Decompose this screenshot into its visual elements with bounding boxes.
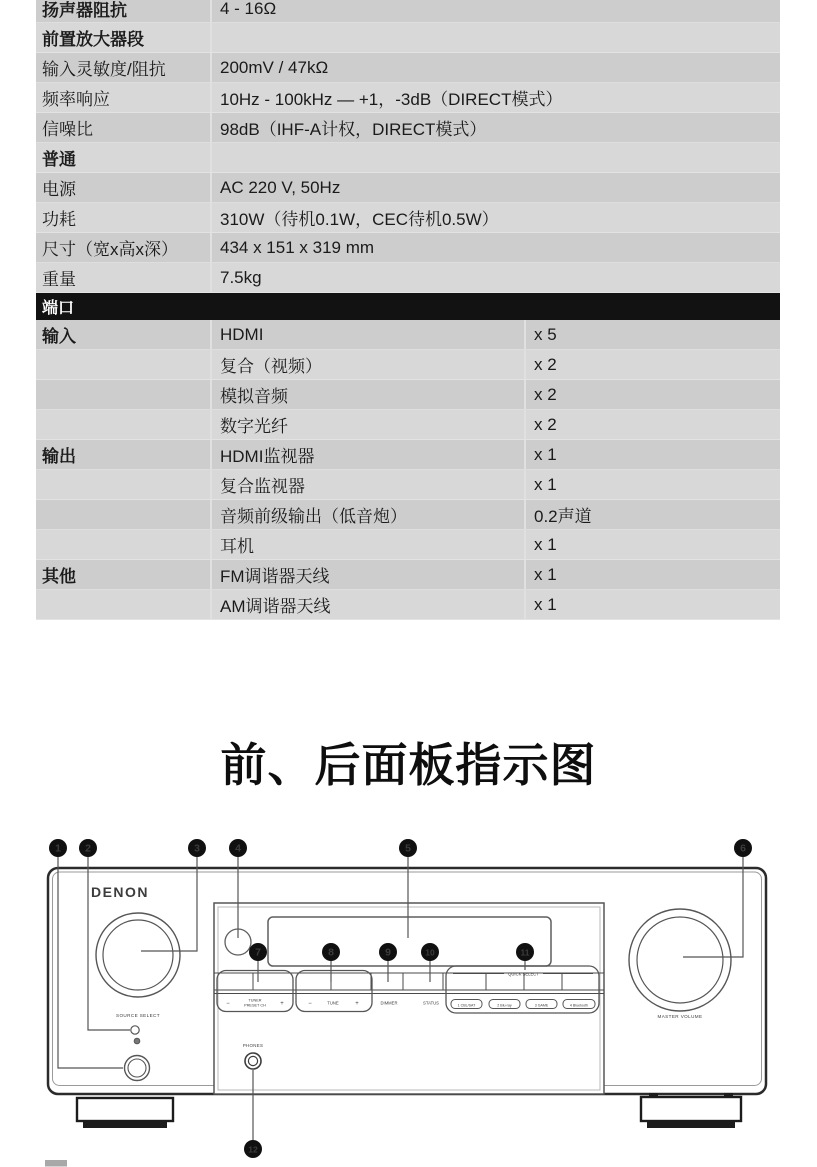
callout-number-5: 5: [405, 842, 411, 855]
spec-label-cell: [36, 530, 210, 559]
spec-row: [36, 410, 780, 440]
spec-count-cell: x 5: [524, 320, 780, 349]
spec-count-cell: x 2: [524, 380, 780, 409]
spec-label-cell: 扬声器阻抗: [42, 1, 127, 20]
spec-label-cell: 普通: [42, 150, 76, 169]
status-label: STATUS: [423, 1000, 439, 1006]
spec-label-cell: 端口: [42, 300, 75, 317]
spec-value-cell: 耳机: [210, 530, 524, 559]
spec-count-cell: x 1: [524, 530, 780, 559]
dimmer-label: DIMMER: [380, 1000, 398, 1006]
spec-value-cell: 数字光纤: [210, 410, 524, 439]
callout-number-7: 7: [255, 946, 261, 959]
spec-value-cell: AM调谐器天线: [210, 590, 524, 619]
master-volume-knob: [629, 909, 731, 1011]
spec-row: [36, 560, 780, 590]
spec-label-cell: [36, 350, 210, 379]
spec-row: [36, 440, 780, 470]
spec-label-cell: [36, 470, 210, 499]
spec-value-cell: 7.5kg: [210, 263, 780, 292]
spec-value-cell: FM调谐器天线: [210, 560, 524, 589]
spec-section-row: [36, 143, 780, 173]
spec-row: [36, 173, 780, 203]
spec-row: [36, 530, 780, 560]
spec-label-cell: 电源: [42, 180, 76, 199]
tune-label: TUNE: [327, 1000, 339, 1006]
spec-row: [36, 470, 780, 500]
spec-label-cell: 输入: [42, 327, 76, 346]
spec-table: [36, 0, 780, 620]
callout-number-3: 3: [194, 842, 200, 855]
spec-value-cell: 模拟音频: [210, 380, 524, 409]
callout-number-2: 2: [85, 842, 91, 855]
spec-row: [36, 263, 780, 293]
callout-number-4: 4: [235, 842, 241, 855]
spec-value-cell: 音频前级输出（低音炮）: [210, 500, 524, 529]
callout-number-12: 12: [248, 1144, 258, 1155]
spec-row: [36, 500, 780, 530]
power-indicator-led: [131, 1026, 139, 1034]
quick4-label: 4 Bluetooth: [569, 1003, 589, 1008]
spec-row: [36, 113, 780, 143]
spec-value-cell: 434 x 151 x 319 mm: [210, 233, 780, 262]
spec-label-cell: 信噪比: [42, 120, 93, 139]
right-foot: [641, 1093, 741, 1128]
panel-diagram-title: 前、后面板指示图: [220, 739, 597, 791]
spec-label-cell: [36, 380, 210, 409]
spec-value-cell: 10Hz - 100kHz — +1，-3dB（DIRECT模式）: [210, 83, 780, 112]
spec-section-row: [36, 23, 780, 53]
spec-row: [36, 0, 780, 23]
spec-count-cell: 0.2声道: [524, 500, 780, 529]
spec-row: [36, 380, 780, 410]
master-volume-label: MASTER VOLUME: [657, 1014, 703, 1019]
front-panel-diagram: [0, 835, 817, 1167]
callout-number-11: 11: [520, 947, 530, 958]
source-select-label: SOURCE SELECT: [115, 1013, 161, 1018]
spec-label-cell: 尺寸（宽x高x深）: [42, 240, 178, 259]
spec-row: [36, 590, 780, 620]
tuner-preset-minus: −: [226, 1001, 230, 1007]
callout-number-9: 9: [385, 946, 391, 959]
spec-row: [36, 233, 780, 263]
quick1-label: 1 CBL/SAT: [457, 1003, 476, 1008]
spec-label-cell: [36, 410, 210, 439]
spec-label-cell: 功耗: [42, 210, 76, 229]
spec-label-cell: 输出: [42, 447, 76, 466]
brand-logo: DENON: [90, 884, 150, 900]
callout-number-1: 1: [55, 842, 61, 855]
spec-count-cell: x 2: [524, 350, 780, 379]
spec-section-bar: [36, 293, 780, 320]
spec-value-cell: 200mV / 47kΩ: [210, 53, 780, 82]
tuner-preset-label-1: TUNER: [248, 998, 262, 1003]
tune-minus: −: [308, 1001, 312, 1007]
quick-select-label: QUICK SELECT: [508, 971, 539, 977]
left-foot: [77, 1098, 173, 1128]
source-select-knob: [96, 913, 180, 997]
spec-value-cell: [210, 23, 780, 52]
spec-value-cell: 4 - 16Ω: [210, 0, 780, 22]
callout-number-8: 8: [328, 946, 334, 959]
spec-value-cell: HDMI: [210, 320, 524, 349]
spec-count-cell: x 1: [524, 440, 780, 469]
tuner-preset-label-2: PRESET CH: [244, 1003, 266, 1008]
spec-row: [36, 203, 780, 233]
phones-label: PHONES: [242, 1043, 264, 1048]
spec-label-cell: 重量: [42, 270, 76, 289]
spec-row: [36, 320, 780, 350]
spec-count-cell: x 1: [524, 470, 780, 499]
phones-jack: [245, 1053, 261, 1069]
spec-value-cell: 复合监视器: [210, 470, 524, 499]
spec-value-cell: 98dB（IHF-A计权，DIRECT模式）: [210, 113, 780, 142]
tuner-preset-plus: +: [280, 1001, 284, 1007]
spec-value-cell: HDMI监视器: [210, 440, 524, 469]
spec-row: [36, 350, 780, 380]
spec-count-cell: x 1: [524, 590, 780, 619]
spec-label-cell: 输入灵敏度/阻抗: [42, 60, 166, 79]
cut-off-text-remnant: [45, 1160, 67, 1167]
spec-label-cell: 频率响应: [42, 90, 110, 109]
spec-count-cell: x 1: [524, 560, 780, 589]
spec-count-cell: x 2: [524, 410, 780, 439]
spec-label-cell: [36, 500, 210, 529]
spec-value-cell: 310W（待机0.1W，CEC待机0.5W）: [210, 203, 780, 232]
callout-number-6: 6: [740, 842, 746, 855]
spec-value-cell: AC 220 V, 50Hz: [210, 173, 780, 202]
tune-plus: +: [355, 1001, 359, 1007]
spec-row: [36, 83, 780, 113]
spec-value-cell: [210, 143, 780, 172]
quick2-label: 2 Blu-ray: [497, 1003, 512, 1008]
spec-label-cell: 前置放大器段: [42, 30, 144, 49]
display-window: [268, 917, 551, 966]
callout-number-10: 10: [425, 947, 435, 958]
spec-label-cell: 其他: [42, 567, 76, 586]
spec-row: [36, 53, 780, 83]
spec-label-cell: [36, 590, 210, 619]
protection-led: [134, 1038, 140, 1044]
spec-value-cell: 复合（视频）: [210, 350, 524, 379]
quick3-label: 3 GAME: [534, 1003, 549, 1008]
